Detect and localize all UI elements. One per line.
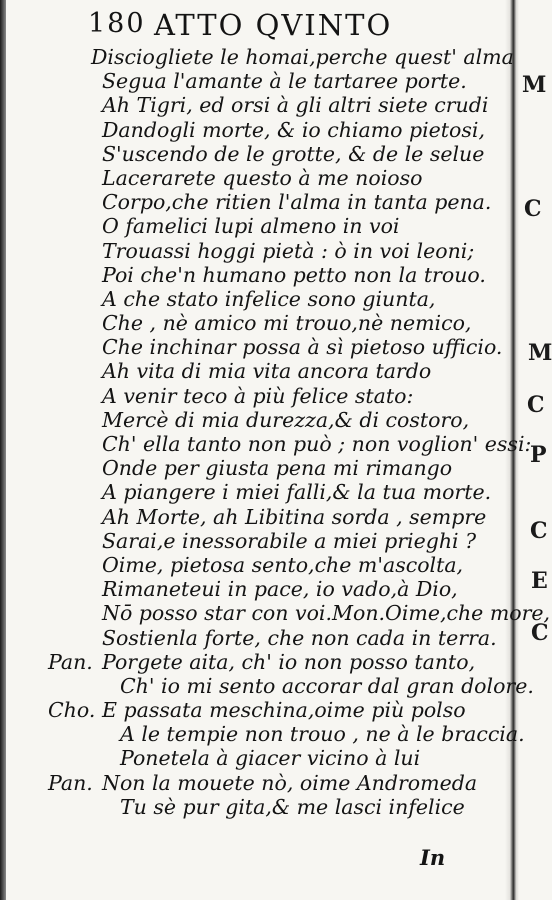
verse-line bbox=[0, 577, 505, 601]
facing-page-initial: P bbox=[530, 442, 547, 468]
catchword: In bbox=[420, 845, 446, 870]
verse-line bbox=[0, 529, 505, 553]
verse-text: Ah Morte, ah Libitina sorda , sempre bbox=[102, 504, 487, 529]
running-head bbox=[88, 8, 418, 42]
verse-text: A venir teco à più felice stato: bbox=[102, 383, 414, 408]
verse-line bbox=[0, 287, 505, 311]
verse-text: E passata meschina,oime più polso bbox=[102, 698, 466, 723]
verse-text: Ch' ella tanto non può ; non voglion' essi: bbox=[102, 432, 532, 456]
verse-line bbox=[0, 118, 505, 142]
verse-text: Trouassi hoggi pietà : ò in voi leoni; bbox=[102, 238, 475, 263]
verse-text: Disciogliete le homai,perche quest' alma bbox=[91, 45, 514, 69]
verse-line bbox=[0, 408, 505, 432]
verse-block bbox=[0, 45, 551, 819]
speaker-label: Pan. bbox=[48, 770, 93, 795]
speaker-label: Cho. bbox=[48, 698, 96, 723]
verse-line bbox=[0, 746, 505, 770]
verse-text: Poi che'n humano petto non la trouo. bbox=[102, 262, 486, 287]
verse-text: Mercè di mia durezza,& di costoro, bbox=[102, 407, 470, 432]
verse-line bbox=[0, 505, 505, 529]
verse-line bbox=[0, 795, 505, 819]
verse-line bbox=[0, 69, 505, 93]
verse-text: Rimaneteui in pace, io vado,à Dio, bbox=[102, 577, 458, 602]
verse-line bbox=[0, 722, 525, 747]
facing-page-initial: C bbox=[524, 196, 542, 222]
verse-line bbox=[0, 432, 532, 456]
verse-line bbox=[0, 335, 505, 359]
verse-line bbox=[0, 239, 505, 263]
verse-text: Sostienla forte, che non cada in terra. bbox=[102, 625, 497, 650]
verse-text: Segua l'amante à le tartaree porte. bbox=[102, 69, 467, 94]
verse-text: Dandogli morte, & io chiamo pietosi, bbox=[102, 117, 485, 142]
verse-line bbox=[0, 673, 534, 698]
verse-text: Tu sè pur gita,& me lasci infelice bbox=[120, 794, 465, 819]
speaker-label: Pan. bbox=[48, 649, 93, 674]
facing-page-initial: M bbox=[528, 340, 552, 366]
verse-line bbox=[0, 650, 505, 674]
verse-line bbox=[0, 698, 505, 722]
verse-line bbox=[0, 311, 505, 335]
act-title: ATTO QVINTO bbox=[154, 8, 393, 42]
verse-line bbox=[0, 384, 505, 408]
verse-line bbox=[0, 601, 551, 626]
verse-text: S'uscendo de le grotte, & de le selue bbox=[102, 141, 485, 166]
verse-line bbox=[0, 626, 505, 650]
verse-text: A piangere i miei falli,& la tua morte. bbox=[102, 480, 492, 505]
verse-text: Ponetela à giacer vicino à lui bbox=[120, 746, 421, 771]
verse-text: Oime, pietosa sento,che m'ascolta, bbox=[102, 552, 464, 577]
facing-page-initial: E bbox=[531, 568, 548, 594]
verse-line bbox=[0, 263, 505, 287]
verse-line bbox=[0, 190, 505, 214]
facing-page-initial: C bbox=[530, 518, 548, 544]
verse-line bbox=[0, 93, 505, 117]
verse-line bbox=[0, 456, 505, 480]
verse-text: O famelici lupi almeno in voi bbox=[102, 214, 400, 239]
verse-text: Corpo,che ritien l'alma in tanta pena. bbox=[102, 190, 492, 215]
facing-page-initial: M bbox=[522, 72, 547, 98]
verse-line bbox=[0, 166, 505, 190]
verse-text: Sarai,e inessorabile a miei prieghi ? bbox=[102, 528, 477, 553]
verse-line bbox=[0, 45, 514, 69]
verse-text: Ah Tigri, ed orsi à gli altri siete crudi bbox=[102, 93, 489, 118]
verse-text: Onde per giusta pena mi rimango bbox=[102, 456, 453, 481]
facing-page-initial: C bbox=[531, 620, 549, 646]
verse-text: Che inchinar possa à sì pietoso ufficio. bbox=[102, 335, 503, 360]
page-number: 180 bbox=[88, 8, 146, 39]
verse-line bbox=[0, 553, 505, 577]
verse-text: Non la mouete nò, oime Andromeda bbox=[102, 770, 478, 795]
verse-text: A che stato infelice sono giunta, bbox=[102, 286, 436, 311]
verse-line bbox=[0, 214, 505, 238]
verse-text: Ah vita di mia vita ancora tardo bbox=[102, 359, 432, 384]
verse-text: A le tempie non trouo , ne à le braccia. bbox=[120, 722, 525, 747]
verse-line bbox=[0, 359, 505, 383]
facing-page-initial: C bbox=[527, 392, 545, 418]
verse-line bbox=[0, 480, 505, 504]
verse-text: Che , nè amico mi trouo,nè nemico, bbox=[102, 311, 472, 336]
verse-text: Lacerarete questo à me noioso bbox=[102, 165, 423, 190]
verse-text: Porgete aita, ch' io non posso tanto, bbox=[102, 649, 476, 674]
verse-line bbox=[0, 142, 505, 166]
verse-text: Ch' io mi sento accorar dal gran dolore. bbox=[120, 673, 534, 698]
verse-text: Nō posso star con voi.Mon.Oime,che more, bbox=[102, 601, 551, 626]
verse-line bbox=[0, 771, 505, 795]
